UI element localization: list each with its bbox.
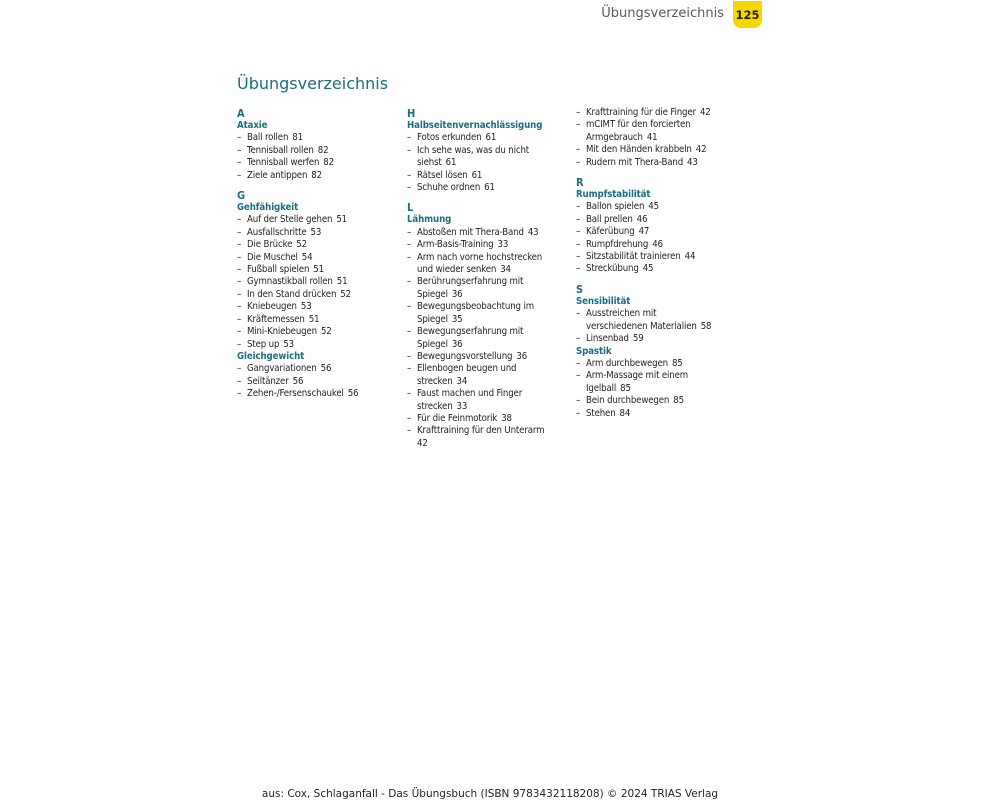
entry-title: Käferübung — [586, 226, 635, 238]
index-entry — [407, 363, 572, 388]
entry-page-number: 85 — [620, 382, 631, 394]
index-letter-heading: S — [576, 282, 584, 296]
index-entry — [237, 376, 402, 388]
entry-title: Bewegungserfahrung mit — [417, 326, 524, 338]
index-entry — [237, 388, 402, 400]
entry-page-number: 34 — [500, 264, 511, 276]
entry-title-continued: und wieder senken — [417, 264, 497, 276]
entry-page-number: 84 — [619, 407, 631, 419]
index-entry — [237, 170, 402, 182]
entry-title: Sitzstabilität trainieren — [586, 251, 681, 263]
entry-page-number: 34 — [456, 375, 468, 387]
entry-title: Mit den Händen krabbeln — [586, 144, 692, 156]
entry-page-number: 85 — [671, 357, 683, 369]
entry-page-number: 52 — [296, 239, 307, 251]
entry-page-number: 51 — [313, 264, 324, 276]
entry-title: Die Muschel — [247, 251, 298, 263]
entry-page-number: 82 — [323, 157, 334, 169]
entry-title: Step up — [247, 338, 280, 350]
entry-title: Berührungserfahrung mit — [417, 276, 524, 288]
entry-title-continued: strecken — [417, 375, 453, 387]
entry-title: Kräftemessen — [247, 313, 305, 325]
index-entry — [407, 413, 572, 425]
entry-title: Tennisball rollen — [247, 144, 314, 156]
index-entry — [407, 239, 572, 251]
index-group-heading: Ataxie — [237, 120, 268, 131]
entry-title: Arm-Massage mit einem — [586, 370, 689, 382]
entry-page-number: 56 — [347, 388, 359, 400]
entry-title: Seiltänzer — [247, 375, 289, 387]
entry-page-number: 56 — [292, 375, 304, 387]
entry-page-number: 51 — [336, 276, 348, 288]
page-title: Übungsverzeichnis — [237, 74, 389, 93]
index-entry — [407, 132, 572, 144]
index-column-1 — [237, 107, 402, 401]
running-header-title: Übungsverzeichnis — [601, 6, 724, 21]
index-entry — [237, 214, 402, 226]
entry-page-number: 45 — [648, 201, 659, 213]
index-entry — [237, 227, 402, 239]
entry-title: Bein durchbewegen — [586, 395, 670, 407]
page-number-badge: 125 — [733, 1, 762, 28]
entry-page-number: 33 — [497, 239, 509, 251]
index-entry — [407, 301, 572, 326]
entry-title: Rumpfdrehung — [586, 238, 649, 250]
index-entry — [407, 182, 572, 194]
entry-page-number: 53 — [283, 338, 294, 350]
index-entry — [407, 170, 572, 182]
entry-title: Mini-Kniebeugen — [247, 326, 317, 338]
index-entry — [237, 239, 402, 251]
entry-page-number: 54 — [301, 251, 313, 263]
entry-title: Abstoßen mit Thera-Band — [417, 226, 524, 238]
entry-title: Ausfallschritte — [247, 226, 307, 238]
entry-page-number: 56 — [320, 363, 332, 375]
entry-title: Ball rollen — [247, 132, 289, 144]
source-footer: aus: Cox, Schlaganfall - Das Übungsbuch (ISBN 9783432118208) © 2024 TRIAS Verlag — [261, 788, 719, 800]
entry-title-continued: Armgebrauch — [586, 131, 643, 143]
index-entry — [576, 333, 746, 345]
index-group-heading: Gleichgewicht — [237, 350, 305, 362]
index-entry — [237, 301, 402, 313]
entry-title: Gymnastikball rollen — [247, 276, 333, 288]
index-group-heading: Lähmung — [407, 214, 452, 226]
index-entry — [576, 408, 746, 420]
entry-page-number: 51 — [336, 214, 347, 226]
index-group-heading: Gehfähigkeit — [237, 202, 299, 214]
entry-page-number: 53 — [300, 301, 312, 313]
entry-page-number: 41 — [646, 131, 658, 143]
entry-title: Rätsel lösen — [417, 169, 468, 181]
entry-title-continued: Spiegel — [417, 313, 448, 325]
entry-page-number: 33 — [456, 400, 468, 412]
entry-page-number: 53 — [310, 226, 322, 238]
entry-title: Krafttraining für die Finger — [586, 107, 696, 118]
entry-page-number: 52 — [340, 288, 351, 300]
entry-title: Auf der Stelle gehen — [247, 214, 333, 226]
entry-title: Fotos erkunden — [417, 132, 482, 144]
index-entry — [237, 314, 402, 326]
index-entry — [576, 214, 746, 226]
index-entry — [407, 388, 572, 413]
entry-title: Die Brücke — [247, 239, 293, 251]
entry-page-number: 61 — [445, 157, 457, 169]
index-entry — [407, 425, 572, 450]
index-entry — [576, 157, 746, 169]
entry-title-continued: verschiedenen Materialien — [586, 320, 697, 332]
index-group-heading: Sensibilität — [576, 295, 631, 307]
index-entry — [237, 339, 402, 351]
entry-title: Bewegungsvorstellung — [417, 350, 513, 362]
index-entry — [407, 276, 572, 301]
entry-title: Streckübung — [586, 263, 639, 275]
entry-page-number: 82 — [311, 169, 322, 181]
entry-page-number: 46 — [652, 238, 663, 250]
index-entry — [237, 326, 402, 338]
entry-title: Ballon spielen — [586, 201, 645, 213]
index-entry — [237, 132, 402, 144]
entry-title: Rudern mit Thera-Band — [586, 156, 684, 168]
entry-title: Arm durchbewegen — [586, 357, 668, 369]
index-group-heading: Spastik — [576, 345, 612, 357]
entry-title: Kniebeugen — [247, 301, 297, 313]
entry-page-number: 61 — [471, 169, 483, 181]
index-entry — [237, 157, 402, 169]
entry-title: Arm nach vorne hochstrecken — [417, 251, 543, 263]
entry-page-number: 42 — [417, 437, 428, 449]
index-column-2 — [407, 107, 572, 450]
entry-page-number: 42 — [695, 144, 707, 156]
index-entry — [576, 263, 746, 275]
index-entry — [576, 201, 746, 213]
index-entry — [407, 227, 572, 239]
entry-title: Für die Feinmotorik — [417, 412, 498, 424]
entry-title: Schuhe ordnen — [417, 182, 481, 194]
index-letter-heading: R — [576, 176, 584, 190]
entry-title: Gangvariationen — [247, 363, 317, 375]
entry-page-number: 85 — [673, 395, 684, 407]
entry-page-number: 35 — [451, 313, 463, 325]
entry-page-number: 61 — [485, 132, 497, 144]
entry-title-continued: Spiegel — [417, 338, 448, 350]
entry-title: Tennisball werfen — [247, 157, 320, 169]
index-letter-heading: L — [407, 201, 414, 215]
entry-page-number: 42 — [699, 107, 711, 118]
index-letter-heading: H — [407, 107, 416, 120]
entry-page-number: 46 — [636, 213, 648, 225]
entry-title: Ellenbogen beugen und — [417, 363, 517, 375]
entry-title: Stehen — [586, 407, 616, 419]
index-letter-heading: G — [237, 189, 246, 203]
entry-page-number: 61 — [484, 182, 495, 194]
index-group-heading: Halbseitenvernachlässigung — [407, 120, 543, 131]
entry-page-number: 59 — [632, 333, 644, 345]
entry-title: In den Stand drücken — [247, 288, 337, 300]
entry-page-number: 81 — [292, 132, 303, 144]
index-entry — [237, 363, 402, 375]
entry-title-continued: Igelball — [586, 382, 617, 394]
index-entry — [407, 252, 572, 277]
index-entry — [576, 239, 746, 251]
index-entry — [407, 351, 572, 363]
index-entry — [237, 264, 402, 276]
entry-page-number: 43 — [527, 226, 539, 238]
entry-title: Ich sehe was, was du nicht — [417, 144, 530, 156]
entry-page-number: 51 — [308, 313, 320, 325]
index-group-heading: Rumpfstabilität — [576, 189, 651, 201]
entry-page-number: 82 — [317, 144, 329, 156]
entry-title: Krafttraining für den Unterarm — [417, 425, 545, 437]
entry-title: Linsenbad — [586, 333, 629, 345]
entry-title: Ball prellen — [586, 213, 633, 225]
entry-title: Bewegungsbeobachtung im — [417, 301, 534, 313]
index-letter-heading: A — [237, 107, 245, 120]
index-entry — [237, 276, 402, 288]
entry-page-number: 58 — [700, 320, 712, 332]
entry-page-number: 43 — [687, 156, 698, 168]
index-entry — [237, 252, 402, 264]
entry-title-continued: Spiegel — [417, 288, 448, 300]
index-entry — [576, 251, 746, 263]
entry-title: Fußball spielen — [247, 264, 310, 276]
index-entry — [237, 289, 402, 301]
entry-page-number: 52 — [320, 326, 332, 338]
index-column-3 — [576, 107, 746, 420]
entry-page-number: 36 — [451, 288, 463, 300]
entry-title-continued: siehst — [417, 157, 442, 169]
entry-title: Arm-Basis-Training — [417, 239, 494, 251]
index-entry — [576, 395, 746, 407]
entry-page-number: 47 — [638, 226, 650, 238]
entry-page-number: 38 — [501, 412, 512, 424]
index-entry — [407, 145, 572, 170]
index-entry — [576, 358, 746, 370]
entry-page-number: 44 — [684, 251, 696, 263]
index-entry — [237, 145, 402, 157]
entry-title: Faust machen und Finger — [417, 388, 523, 400]
index-entry — [576, 107, 746, 119]
entry-title: Zehen-/Fersenschaukel — [247, 388, 344, 400]
entry-page-number: 45 — [642, 263, 654, 275]
entry-title: Ausstreichen mit — [586, 308, 657, 320]
entry-page-number: 36 — [451, 338, 463, 350]
index-entry — [576, 119, 746, 144]
entry-page-number: 36 — [516, 350, 528, 362]
index-entry — [407, 326, 572, 351]
index-entry — [576, 370, 746, 395]
index-entry — [576, 226, 746, 238]
entry-title-continued: strecken — [417, 400, 453, 412]
index-entry — [576, 144, 746, 156]
entry-title: mCIMT für den forcierten — [586, 119, 691, 131]
entry-title: Ziele antippen — [247, 169, 308, 181]
index-entry — [576, 308, 746, 333]
